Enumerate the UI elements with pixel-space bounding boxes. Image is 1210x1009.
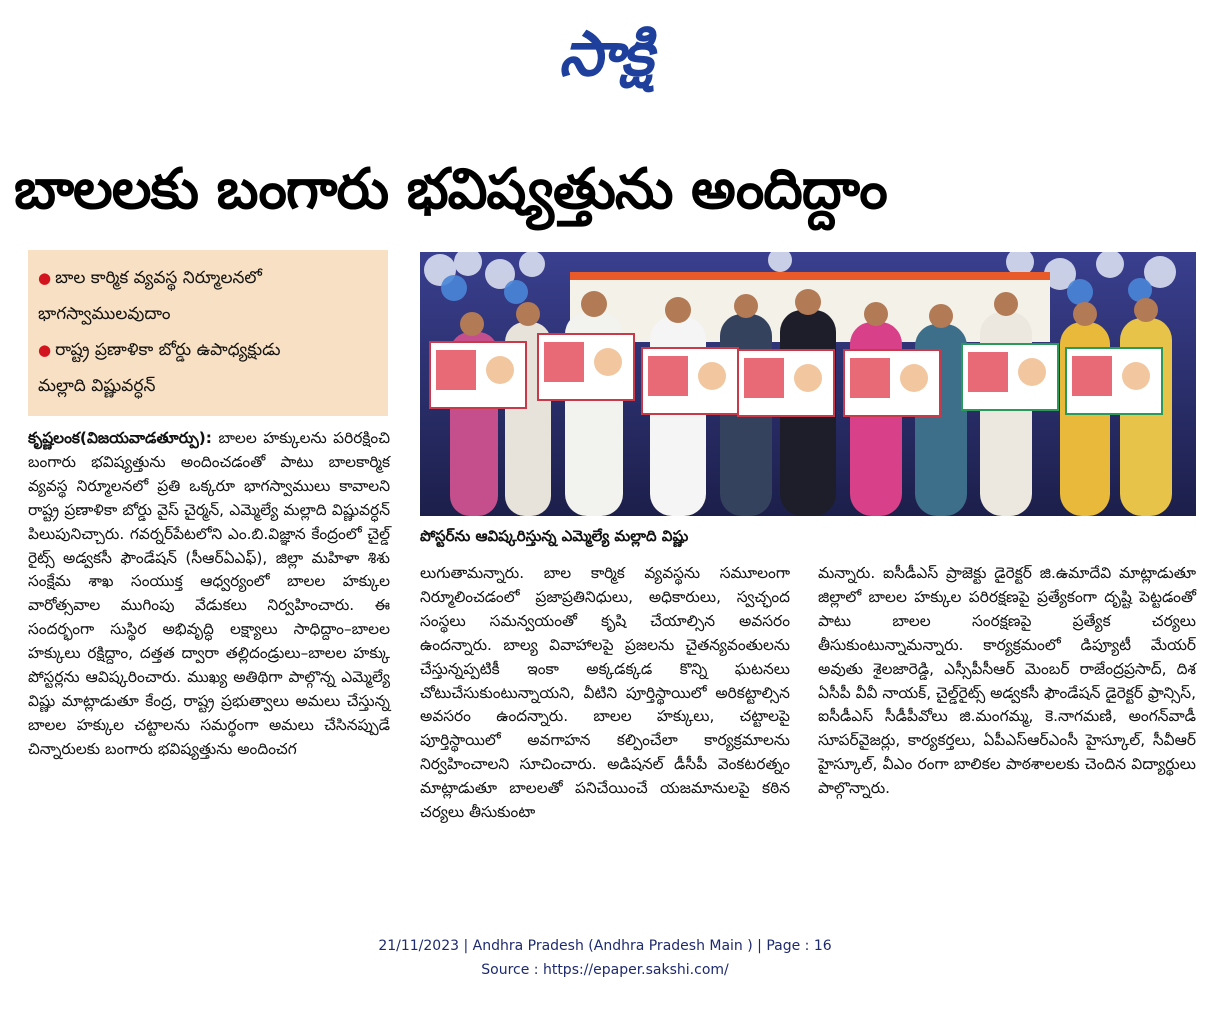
article-text: మన్నారు. ఐసీడీఎస్ ప్రాజెక్టు డైరెక్టర్ జి.ఉమాదేవి మాట్లాడుతూ జిల్లాలో బాలల హక్కుల పరిరక్షణపై ప్రత్యేకంగా దృష్టి పెట్టడంతో పాటు బాలల సంరక్షణపై ప్రత్యేక చర్యలు తీసుకుంటున్నామన్నారు. కార్యక్రమంలో డిప్యూటీ మేయర్ అవుతు శైలజారెడ్డి, ఎస్సీపీసీఆర్ మెంబర్ రాజేంద్రప్రసాద్, దిశ ఏసీపీ వీవీ నాయక్, చైల్డ్‌రైట్స్ అడ్వకసీ ఫౌండేషన్ డైరెక్టర్ ఫ్రాన్సిస్, ఐసీడీఎస్ సీడీపీవోలు జి.మంగమ్మ, కె.నాగమణి, అంగన్‌వాడీ సూపర్‌వైజర్లు, కార్యకర్తలు, ఏపీఎస్‌ఆర్‌ఎంసీ హైస్కూల్, సీవీఆర్ హైస్కూల్, వీఎం రంగా బాలికల పాఠశాలలకు చెందిన విద్యార్థులు పాల్గొన్నారు. <box>818 564 1196 798</box>
highlight-item <box>38 332 378 404</box>
highlight-line: బాల కార్మిక వ్యవస్థ నిర్మూలనలో <box>55 268 262 288</box>
article-text: బాలల హక్కులను పరిరక్షించి బంగారు భవిష్యత్తును అందించడంతో పాటు బాలకార్మిక వ్యవస్థ నిర్మూలనలో ప్రతి ఒక్కరూ భాగస్వాములు కావాలని రాష్ట్ర ప్రణాళికా బోర్డు వైస్ చైర్మన్, ఎమ్మెల్యే మల్లాది విష్ణువర్ధన్ పిలుపునిచ్చారు. గవర్నర్‌పేటలోని ఎం.బి.విజ్ఞాన కేంద్రంలో చైల్డ్ రైట్స్ అడ్వకసీ ఫౌండేషన్ (సీఆర్‌ఏఎఫ్), జిల్లా మహిళా శిశు సంక్షేమ శాఖ సంయుక్త ఆధ్వర్యంలో బాలల హక్కుల వారోత్సవాల ముగింపు వేడుకలు నిర్వహించారు. ఈ సందర్భంగా సుస్థిర అభివృద్ధి లక్ష్యాలు సాధిద్దాం–బాలల హక్కులు రక్షిద్దాం, దత్తత ద్వారా తల్లిదండ్రులు–బాలల హక్కు పోస్టర్లను ఆవిష్కరించారు. ముఖ్య అతిథిగా పాల్గొన్న ఎమ్మెల్యే విష్ణు మాట్లాడుతూ కేంద్ర, రాష్ట్ర ప్రభుత్వాలు అమలు చేస్తున్న బాలల హక్కుల చట్టాలను సమర్థంగా అమలు చేసినప్పుడే చిన్నారులకు బంగారు భవిష్యత్తును అందించగ <box>28 429 390 758</box>
dateline: కృష్ణలంక(విజయవాడతూర్పు): <box>28 429 212 447</box>
article-column-1 <box>28 427 390 762</box>
event-photo <box>420 252 1196 516</box>
photo-caption: పోస్టర్‌ను ఆవిష్కరిస్తున్న ఎమ్మెల్యే మల్లాది విష్ణు <box>420 527 689 545</box>
highlight-item <box>38 260 378 332</box>
footer-source-link[interactable]: Source : https://epaper.sakshi.com/ <box>481 962 729 978</box>
highlight-line: రాష్ట్ర ప్రణాళికా బోర్డు ఉపాధ్యక్షుడు <box>55 340 281 360</box>
newspaper-logo: సాక్షి <box>558 17 652 90</box>
article-column-2 <box>420 562 790 825</box>
article-headline: బాలలకు బంగారు భవిష్యత్తును అందిద్దాం <box>14 157 887 222</box>
bullet-icon: ● <box>38 269 52 287</box>
highlight-line: మల్లాది విష్ణువర్ధన్ <box>38 376 156 396</box>
highlight-line: భాగస్వాములవుదాం <box>38 304 171 324</box>
highlights-box <box>28 250 388 416</box>
bullet-icon: ● <box>38 341 52 359</box>
footer-publication-info: 21/11/2023 | Andhra Pradesh (Andhra Pradesh Main ) | Page : 16 <box>378 938 832 954</box>
article-text: లుగుతామన్నారు. బాల కార్మిక వ్యవస్థను సమూలంగా నిర్మూలించడంలో ప్రజాప్రతినిధులు, అధికారులు, స్వచ్ఛంద సంస్థలు సమన్వయంతో కృషి చేయాల్సిన అవసరం ఉందన్నారు. బాల్య వివాహాలపై ప్రజలను చైతన్యవంతులను చేస్తున్నప్పటికీ ఇంకా అక్కడక్కడ కొన్ని ఘటనలు చోటుచేసుకుంటున్నాయని, వీటిని పూర్తిస్థాయిలో అరికట్టాల్సిన అవసరం ఉందన్నారు. బాలల హక్కులు, చట్టాలపై పూర్తిస్థాయిలో అవగాహన కల్పించేలా కార్యక్రమాలను నిర్వహించాలని సూచించారు. అడిషనల్ డీసీపీ వెంకటరత్నం మాట్లాడుతూ బాలలతో పనిచేయించే యజమానులపై కఠిన చర్యలు తీసుకుంటా <box>420 564 790 822</box>
event-photo-illustration <box>420 252 1196 516</box>
article-column-3 <box>818 562 1196 801</box>
